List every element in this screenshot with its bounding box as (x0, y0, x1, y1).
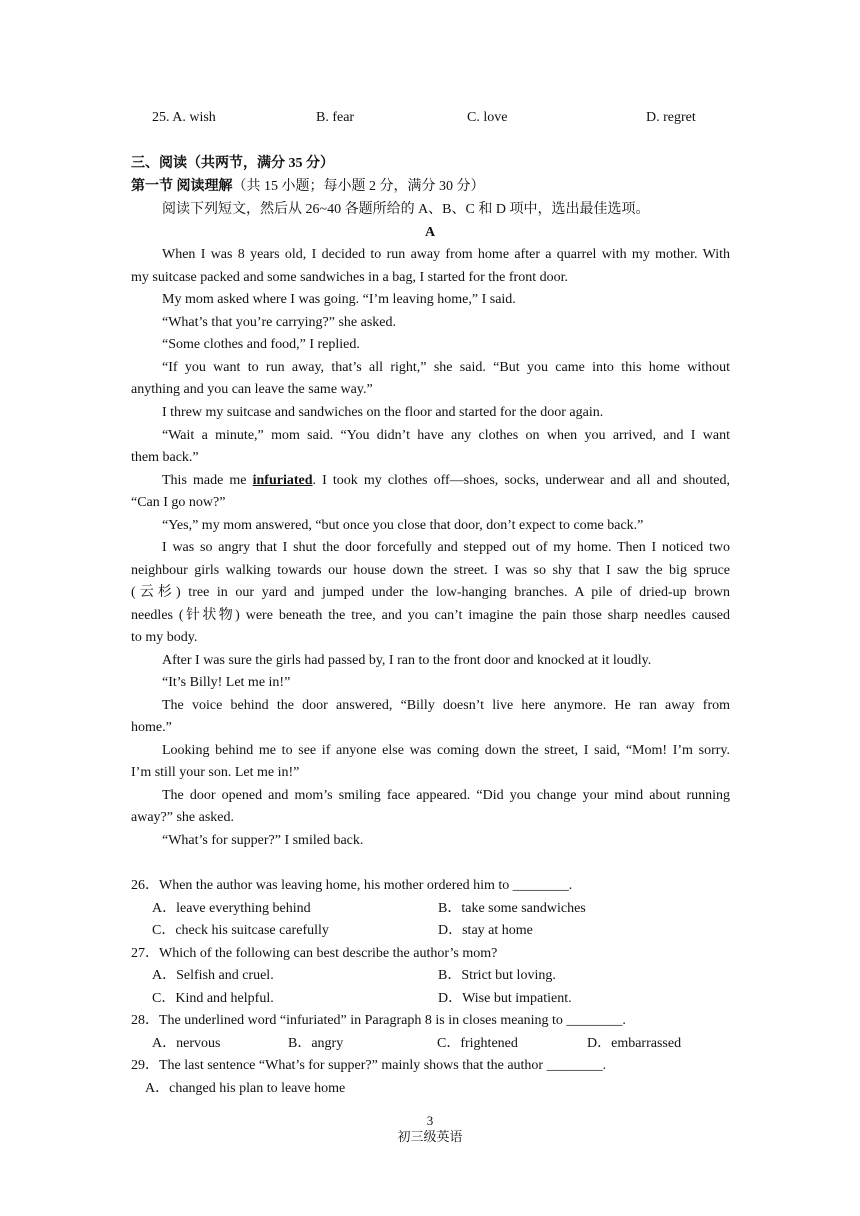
passage-line: The voice behind the door answered, “Billy doesn’t live here anymore. He ran away from (162, 698, 730, 713)
q25-option-a: 25. A. wish (152, 110, 216, 125)
passage-line: “Yes,” my mom answered, “but once you close that door, don’t expect to come back.” (162, 518, 644, 533)
part1-heading (131, 178, 485, 196)
passage-line: home.” (131, 720, 172, 735)
passage-line: anything and you can leave the same way.” (131, 382, 373, 397)
passage-line: “It’s Billy! Let me in!” (162, 675, 291, 690)
passage-text: . I took my clothes off—shoes, socks, underwear and all and shouted, (312, 473, 731, 488)
underlined-word: infuriated (252, 473, 313, 488)
passage-line: “Some clothes and food,” I replied. (162, 337, 360, 352)
q26-option-c[interactable]: C．check his suitcase carefully (152, 923, 329, 938)
question-29-stem: 29．The last sentence “What’s for supper?” mainly shows that the author ________. (131, 1058, 607, 1073)
q27-option-c[interactable]: C．Kind and helpful. (152, 991, 274, 1006)
passage-line: My mom asked where I was going. “I’m leaving home,” I said. (162, 292, 516, 307)
passage-line: I’m still your son. Let me in!” (131, 765, 300, 780)
passage-line: away?” she asked. (131, 810, 235, 825)
q28-option-b[interactable]: B．angry (288, 1036, 344, 1051)
passage-line: When I was 8 years old, I decided to run away from home after a quarrel with my mother. With (162, 247, 730, 262)
passage-label: A (424, 225, 436, 240)
passage-text: This made me (162, 473, 253, 488)
passage-line: them back.” (131, 450, 199, 465)
passage-line: (云杉) tree in our yard and jumped under the low-hanging branches. A pile of dried-up brown (131, 585, 730, 600)
passage-line: “What’s for supper?” I smiled back. (162, 833, 364, 848)
passage-line-infuriated (162, 472, 730, 490)
passage-line: I was so angry that I shut the door forcefully and stepped out of my home. Then I noticed two (162, 540, 730, 555)
q26-option-d[interactable]: D．stay at home (438, 923, 533, 938)
q26-option-a[interactable]: A．leave everything behind (152, 901, 311, 916)
instructions: 阅读下列短文，然后从 26~40 各题所给的 A、B、C 和 D 项中，选出最佳选项。 (162, 202, 650, 217)
passage-line: I threw my suitcase and sandwiches on the floor and started for the door again. (162, 405, 604, 420)
question-27-stem: 27．Which of the following can best describe the author’s mom? (131, 946, 498, 961)
section-title: 三、阅读（共两节，满分 35 分） (131, 156, 334, 171)
q27-option-b[interactable]: B．Strict but loving. (438, 968, 556, 983)
passage-line: “If you want to run away, that’s all right,” she said. “But you came into this home without (162, 360, 730, 375)
passage-line: “What’s that you’re carrying?” she asked. (162, 315, 397, 330)
q27-option-d[interactable]: D．Wise but impatient. (438, 991, 572, 1006)
q25-option-d: D. regret (646, 110, 696, 125)
q28-option-a[interactable]: A．nervous (152, 1036, 221, 1051)
q27-option-a[interactable]: A．Selfish and cruel. (152, 968, 274, 983)
q28-option-d[interactable]: D．embarrassed (587, 1036, 682, 1051)
q25-option-b: B. fear (316, 110, 355, 125)
page-number: 3 (426, 1113, 434, 1128)
part1-heading-rest: （共 15 小题；每小题 2 分，满分 30 分） (232, 179, 485, 194)
q29-option-a[interactable]: A．changed his plan to leave home (145, 1081, 346, 1096)
passage-line: neighbour girls walking towards our house down the street. I was so shy that I saw the big spruce (131, 563, 730, 578)
passage-line: to my body. (131, 630, 198, 645)
question-28-stem: 28．The underlined word “infuriated” in Paragraph 8 is in closes meaning to ________. (131, 1013, 626, 1028)
q28-option-c[interactable]: C．frightened (437, 1036, 518, 1051)
question-26-stem: 26．When the author was leaving home, his mother ordered him to ________. (131, 878, 573, 893)
passage-line: my suitcase packed and some sandwiches in a bag, I started for the front door. (131, 270, 568, 285)
passage-line: After I was sure the girls had passed by, I ran to the front door and knocked at it loudly. (162, 653, 652, 668)
q26-option-b[interactable]: B．take some sandwiches (438, 901, 586, 916)
q25-option-c: C. love (467, 110, 508, 125)
part1-heading-bold: 第一节 阅读理解 (131, 179, 233, 194)
passage-line: Looking behind me to see if anyone else was coming down the street, I said, “Mom! I’m sorry. (162, 743, 730, 758)
passage-line: needles (针状物) were beneath the tree, and you can’t imagine the pain those sharp needles caused (131, 608, 730, 623)
passage-line: “Wait a minute,” mom said. “You didn’t have any clothes on when you arrived, and I want (162, 428, 730, 443)
passage-line: The door opened and mom’s smiling face appeared. “Did you change your mind about running (162, 788, 730, 803)
footer-subject: 初三级英语 (397, 1129, 463, 1144)
passage-line: “Can I go now?” (131, 495, 226, 510)
